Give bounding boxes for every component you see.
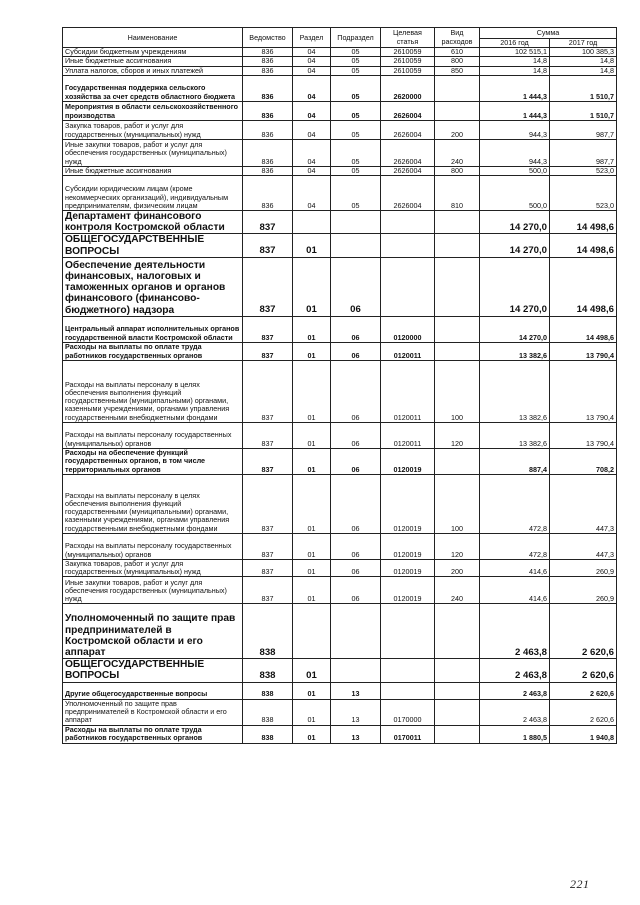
row-2017: 14 498,6 xyxy=(550,257,617,316)
row-type: 800 xyxy=(435,57,480,66)
row-dept: 838 xyxy=(243,604,293,659)
row-2017: 2 620,6 xyxy=(550,699,617,725)
row-2016: 500,0 xyxy=(480,166,550,175)
row-2017: 2 620,6 xyxy=(550,604,617,659)
table-row xyxy=(63,360,617,422)
row-type: 120 xyxy=(435,533,480,559)
row-name: ОБЩЕГОСУДАРСТВЕННЫЕ ВОПРОСЫ xyxy=(63,234,243,257)
row-2016: 2 463,8 xyxy=(480,699,550,725)
table-row xyxy=(63,75,617,101)
row-subsection xyxy=(331,211,381,234)
row-subsection xyxy=(331,604,381,659)
row-2017: 987,7 xyxy=(550,120,617,139)
row-2017: 14,8 xyxy=(550,57,617,66)
row-target: 0120019 xyxy=(381,448,435,474)
row-name: Уплата налогов, сборов и иных платежей xyxy=(63,66,243,75)
table-row xyxy=(63,57,617,66)
row-name: Другие общегосударственные вопросы xyxy=(63,682,243,699)
row-2016: 14,8 xyxy=(480,57,550,66)
row-subsection: 05 xyxy=(331,166,381,175)
row-type xyxy=(435,101,480,120)
row-2017: 447,3 xyxy=(550,533,617,559)
row-target xyxy=(381,234,435,257)
row-subsection: 06 xyxy=(331,448,381,474)
row-name: Субсидии юридическим лицам (кроме некоммерческих организаций), индивидуальным предпринимателям, физическим лицам xyxy=(63,176,243,211)
row-2017: 14 498,6 xyxy=(550,211,617,234)
row-name: Государственная поддержка сельского хозяйства за счет средств областного бюджета xyxy=(63,75,243,101)
row-subsection: 05 xyxy=(331,48,381,57)
table-row xyxy=(63,101,617,120)
row-type xyxy=(435,682,480,699)
row-target: 0120011 xyxy=(381,342,435,360)
row-section: 01 xyxy=(293,725,331,743)
row-2016: 887,4 xyxy=(480,448,550,474)
row-type: 810 xyxy=(435,176,480,211)
row-dept: 837 xyxy=(243,234,293,257)
row-2016: 1 444,3 xyxy=(480,101,550,120)
row-2016: 102 515,1 xyxy=(480,48,550,57)
row-subsection: 06 xyxy=(331,474,381,533)
row-2016: 944,3 xyxy=(480,120,550,139)
row-2016: 14 270,0 xyxy=(480,211,550,234)
row-2017: 14,8 xyxy=(550,66,617,75)
row-type: 240 xyxy=(435,577,480,604)
header-2017: 2017 год xyxy=(550,39,617,48)
row-type xyxy=(435,257,480,316)
table-row xyxy=(63,120,617,139)
row-section: 04 xyxy=(293,48,331,57)
row-target: 0120019 xyxy=(381,577,435,604)
row-name: Мероприятия в области сельскохозяйственного производства xyxy=(63,101,243,120)
row-section: 01 xyxy=(293,577,331,604)
row-target xyxy=(381,604,435,659)
row-name: Расходы на выплаты персоналу государственных (муниципальных) органов xyxy=(63,533,243,559)
header-section: Раздел xyxy=(293,28,331,48)
table-row xyxy=(63,342,617,360)
row-name: Расходы на выплаты персоналу в целях обеспечения выполнения функций государственными (муниципальными) органами, казенными учреждениями, органами управления государственными внебюджетными фондами xyxy=(63,474,243,533)
row-dept: 836 xyxy=(243,48,293,57)
row-type xyxy=(435,316,480,342)
table-row xyxy=(63,422,617,448)
row-dept: 836 xyxy=(243,176,293,211)
row-type xyxy=(435,234,480,257)
row-dept: 837 xyxy=(243,257,293,316)
table-row xyxy=(63,234,617,257)
row-subsection: 13 xyxy=(331,699,381,725)
header-2016: 2016 год xyxy=(480,39,550,48)
row-2016: 14 270,0 xyxy=(480,257,550,316)
row-target: 0120000 xyxy=(381,316,435,342)
row-dept: 837 xyxy=(243,211,293,234)
table-row xyxy=(63,559,617,576)
row-section: 01 xyxy=(293,682,331,699)
row-subsection: 05 xyxy=(331,57,381,66)
row-type: 200 xyxy=(435,559,480,576)
row-section: 01 xyxy=(293,342,331,360)
row-subsection: 06 xyxy=(331,342,381,360)
row-2017: 1 510,7 xyxy=(550,75,617,101)
row-target: 2626004 xyxy=(381,166,435,175)
row-dept: 836 xyxy=(243,101,293,120)
row-dept: 838 xyxy=(243,725,293,743)
row-type xyxy=(435,604,480,659)
row-2017: 13 790,4 xyxy=(550,360,617,422)
header-subsection: Подраздел xyxy=(331,28,381,48)
row-2017: 447,3 xyxy=(550,474,617,533)
row-2016: 13 382,6 xyxy=(480,342,550,360)
row-name: Расходы на обеспечение функций государственных органов, в том числе территориальных органов xyxy=(63,448,243,474)
row-section xyxy=(293,604,331,659)
row-2016: 944,3 xyxy=(480,139,550,166)
table-row xyxy=(63,166,617,175)
table-row xyxy=(63,176,617,211)
row-dept: 836 xyxy=(243,57,293,66)
row-subsection: 05 xyxy=(331,75,381,101)
row-2017: 13 790,4 xyxy=(550,342,617,360)
row-type: 850 xyxy=(435,66,480,75)
row-target: 0120011 xyxy=(381,360,435,422)
row-name: Расходы на выплаты персоналу государственных (муниципальных) органов xyxy=(63,422,243,448)
row-section: 04 xyxy=(293,139,331,166)
row-2017: 987,7 xyxy=(550,139,617,166)
row-target: 2610059 xyxy=(381,57,435,66)
row-type xyxy=(435,699,480,725)
row-target xyxy=(381,682,435,699)
row-2017: 260,9 xyxy=(550,559,617,576)
row-target: 0120011 xyxy=(381,422,435,448)
row-type xyxy=(435,75,480,101)
row-type xyxy=(435,211,480,234)
row-section: 04 xyxy=(293,120,331,139)
row-section: 04 xyxy=(293,75,331,101)
row-2017: 1 940,8 xyxy=(550,725,617,743)
row-target: 0120019 xyxy=(381,533,435,559)
row-name: Расходы на выплаты по оплате труда работников государственных органов xyxy=(63,725,243,743)
table-row xyxy=(63,699,617,725)
row-dept: 836 xyxy=(243,120,293,139)
row-dept: 838 xyxy=(243,682,293,699)
budget-table xyxy=(62,27,617,744)
row-dept: 837 xyxy=(243,422,293,448)
row-2016: 2 463,8 xyxy=(480,659,550,682)
header-sum: Сумма xyxy=(480,28,617,39)
row-section: 01 xyxy=(293,659,331,682)
table-row xyxy=(63,66,617,75)
row-subsection: 05 xyxy=(331,176,381,211)
row-section: 01 xyxy=(293,234,331,257)
row-2016: 14 270,0 xyxy=(480,234,550,257)
row-subsection: 05 xyxy=(331,101,381,120)
row-subsection: 05 xyxy=(331,66,381,75)
row-section: 01 xyxy=(293,699,331,725)
row-subsection: 06 xyxy=(331,257,381,316)
row-section: 01 xyxy=(293,316,331,342)
row-type: 120 xyxy=(435,422,480,448)
row-subsection xyxy=(331,234,381,257)
row-name: Иные закупки товаров, работ и услуг для обеспечения государственных (муниципальных) нужд xyxy=(63,577,243,604)
row-subsection: 05 xyxy=(331,120,381,139)
row-section: 01 xyxy=(293,257,331,316)
row-section: 04 xyxy=(293,176,331,211)
table-row xyxy=(63,474,617,533)
row-target: 2626004 xyxy=(381,176,435,211)
row-dept: 837 xyxy=(243,342,293,360)
row-type xyxy=(435,448,480,474)
table-row xyxy=(63,211,617,234)
row-2017: 14 498,6 xyxy=(550,316,617,342)
row-2016: 13 382,6 xyxy=(480,422,550,448)
row-subsection: 06 xyxy=(331,360,381,422)
row-name: Закупка товаров, работ и услуг для государственных (муниципальных) нужд xyxy=(63,120,243,139)
row-2016: 414,6 xyxy=(480,559,550,576)
row-name: Уполномоченный по защите прав предпринимателей в Костромской области и его аппарат xyxy=(63,604,243,659)
table-row xyxy=(63,316,617,342)
row-type: 100 xyxy=(435,360,480,422)
row-section: 01 xyxy=(293,533,331,559)
row-name: Закупка товаров, работ и услуг для государственных (муниципальных) нужд xyxy=(63,559,243,576)
row-target: 2620000 xyxy=(381,75,435,101)
row-type xyxy=(435,342,480,360)
row-2017: 523,0 xyxy=(550,166,617,175)
row-dept: 837 xyxy=(243,360,293,422)
row-target: 2626004 xyxy=(381,120,435,139)
row-subsection: 06 xyxy=(331,422,381,448)
row-2017: 523,0 xyxy=(550,176,617,211)
row-dept: 836 xyxy=(243,166,293,175)
row-2016: 14,8 xyxy=(480,66,550,75)
header-dept: Ведомство xyxy=(243,28,293,48)
row-2016: 414,6 xyxy=(480,577,550,604)
row-2017: 100 385,3 xyxy=(550,48,617,57)
row-section: 01 xyxy=(293,422,331,448)
row-name: Расходы на выплаты по оплате труда работников государственных органов xyxy=(63,342,243,360)
table-row xyxy=(63,139,617,166)
row-subsection: 13 xyxy=(331,682,381,699)
row-type: 800 xyxy=(435,166,480,175)
row-dept: 836 xyxy=(243,139,293,166)
row-dept: 837 xyxy=(243,316,293,342)
row-dept: 837 xyxy=(243,577,293,604)
row-2017: 14 498,6 xyxy=(550,234,617,257)
row-name: ОБЩЕГОСУДАРСТВЕННЫЕ ВОПРОСЫ xyxy=(63,659,243,682)
row-section xyxy=(293,211,331,234)
table-row xyxy=(63,725,617,743)
row-2016: 14 270,0 xyxy=(480,316,550,342)
row-name: Центральный аппарат исполнительных органов государственной власти Костромской области xyxy=(63,316,243,342)
row-target xyxy=(381,659,435,682)
row-subsection: 06 xyxy=(331,577,381,604)
table-row xyxy=(63,448,617,474)
row-dept: 837 xyxy=(243,559,293,576)
row-subsection: 06 xyxy=(331,559,381,576)
header-target: Целевая статья xyxy=(381,28,435,48)
row-name: Субсидии бюджетным учреждениям xyxy=(63,48,243,57)
row-section: 01 xyxy=(293,559,331,576)
table-body xyxy=(63,48,617,743)
row-2017: 1 510,7 xyxy=(550,101,617,120)
row-dept: 837 xyxy=(243,533,293,559)
row-dept: 837 xyxy=(243,448,293,474)
row-target: 0170000 xyxy=(381,699,435,725)
table-row xyxy=(63,604,617,659)
row-type xyxy=(435,725,480,743)
row-name: Расходы на выплаты персоналу в целях обеспечения выполнения функций государственными (муниципальными) органами, казенными учреждениями, органами управления государственными внебюджетными фондами xyxy=(63,360,243,422)
row-target: 0120019 xyxy=(381,559,435,576)
table-row xyxy=(63,577,617,604)
row-section: 04 xyxy=(293,101,331,120)
row-target: 0120019 xyxy=(381,474,435,533)
row-2016: 472,8 xyxy=(480,474,550,533)
row-dept: 837 xyxy=(243,474,293,533)
row-target: 2610059 xyxy=(381,66,435,75)
row-type: 100 xyxy=(435,474,480,533)
row-2017: 13 790,4 xyxy=(550,422,617,448)
row-name: Иные закупки товаров, работ и услуг для обеспечения государственных (муниципальных) нужд xyxy=(63,139,243,166)
row-target xyxy=(381,211,435,234)
row-name: Уполномоченный по защите прав предпринимателей в Костромской области и его аппарат xyxy=(63,699,243,725)
row-section: 01 xyxy=(293,360,331,422)
row-dept: 836 xyxy=(243,66,293,75)
table-row xyxy=(63,533,617,559)
row-subsection xyxy=(331,659,381,682)
row-target: 2626004 xyxy=(381,101,435,120)
row-section: 01 xyxy=(293,474,331,533)
row-2017: 260,9 xyxy=(550,577,617,604)
table-row xyxy=(63,257,617,316)
row-2016: 500,0 xyxy=(480,176,550,211)
row-2017: 708,2 xyxy=(550,448,617,474)
row-type: 610 xyxy=(435,48,480,57)
row-2017: 2 620,6 xyxy=(550,659,617,682)
header-type: Вид расходов xyxy=(435,28,480,48)
row-2016: 1 880,5 xyxy=(480,725,550,743)
row-2016: 2 463,8 xyxy=(480,604,550,659)
row-subsection: 05 xyxy=(331,139,381,166)
row-dept: 836 xyxy=(243,75,293,101)
row-2016: 2 463,8 xyxy=(480,682,550,699)
row-type xyxy=(435,659,480,682)
row-2016: 1 444,3 xyxy=(480,75,550,101)
row-name: Иные бюджетные ассигнования xyxy=(63,57,243,66)
row-section: 01 xyxy=(293,448,331,474)
row-name: Департамент финансового контроля Костромской области xyxy=(63,211,243,234)
page-number: 221 xyxy=(570,877,590,891)
row-subsection: 06 xyxy=(331,316,381,342)
row-dept: 838 xyxy=(243,659,293,682)
row-2016: 472,8 xyxy=(480,533,550,559)
row-name: Обеспечение деятельности финансовых, налоговых и таможенных органов и органов финансового (финансово-бюджетного) надзора xyxy=(63,257,243,316)
row-section: 04 xyxy=(293,66,331,75)
table-row xyxy=(63,682,617,699)
row-type: 240 xyxy=(435,139,480,166)
row-subsection: 06 xyxy=(331,533,381,559)
header-name: Наименование xyxy=(63,28,243,48)
row-2016: 13 382,6 xyxy=(480,360,550,422)
table-row xyxy=(63,659,617,682)
row-target: 0170011 xyxy=(381,725,435,743)
row-section: 04 xyxy=(293,57,331,66)
row-name: Иные бюджетные ассигнования xyxy=(63,166,243,175)
row-subsection: 13 xyxy=(331,725,381,743)
table-row xyxy=(63,48,617,57)
row-section: 04 xyxy=(293,166,331,175)
row-target: 2626004 xyxy=(381,139,435,166)
row-type: 200 xyxy=(435,120,480,139)
row-dept: 838 xyxy=(243,699,293,725)
row-target: 2610059 xyxy=(381,48,435,57)
row-2017: 2 620,6 xyxy=(550,682,617,699)
row-target xyxy=(381,257,435,316)
